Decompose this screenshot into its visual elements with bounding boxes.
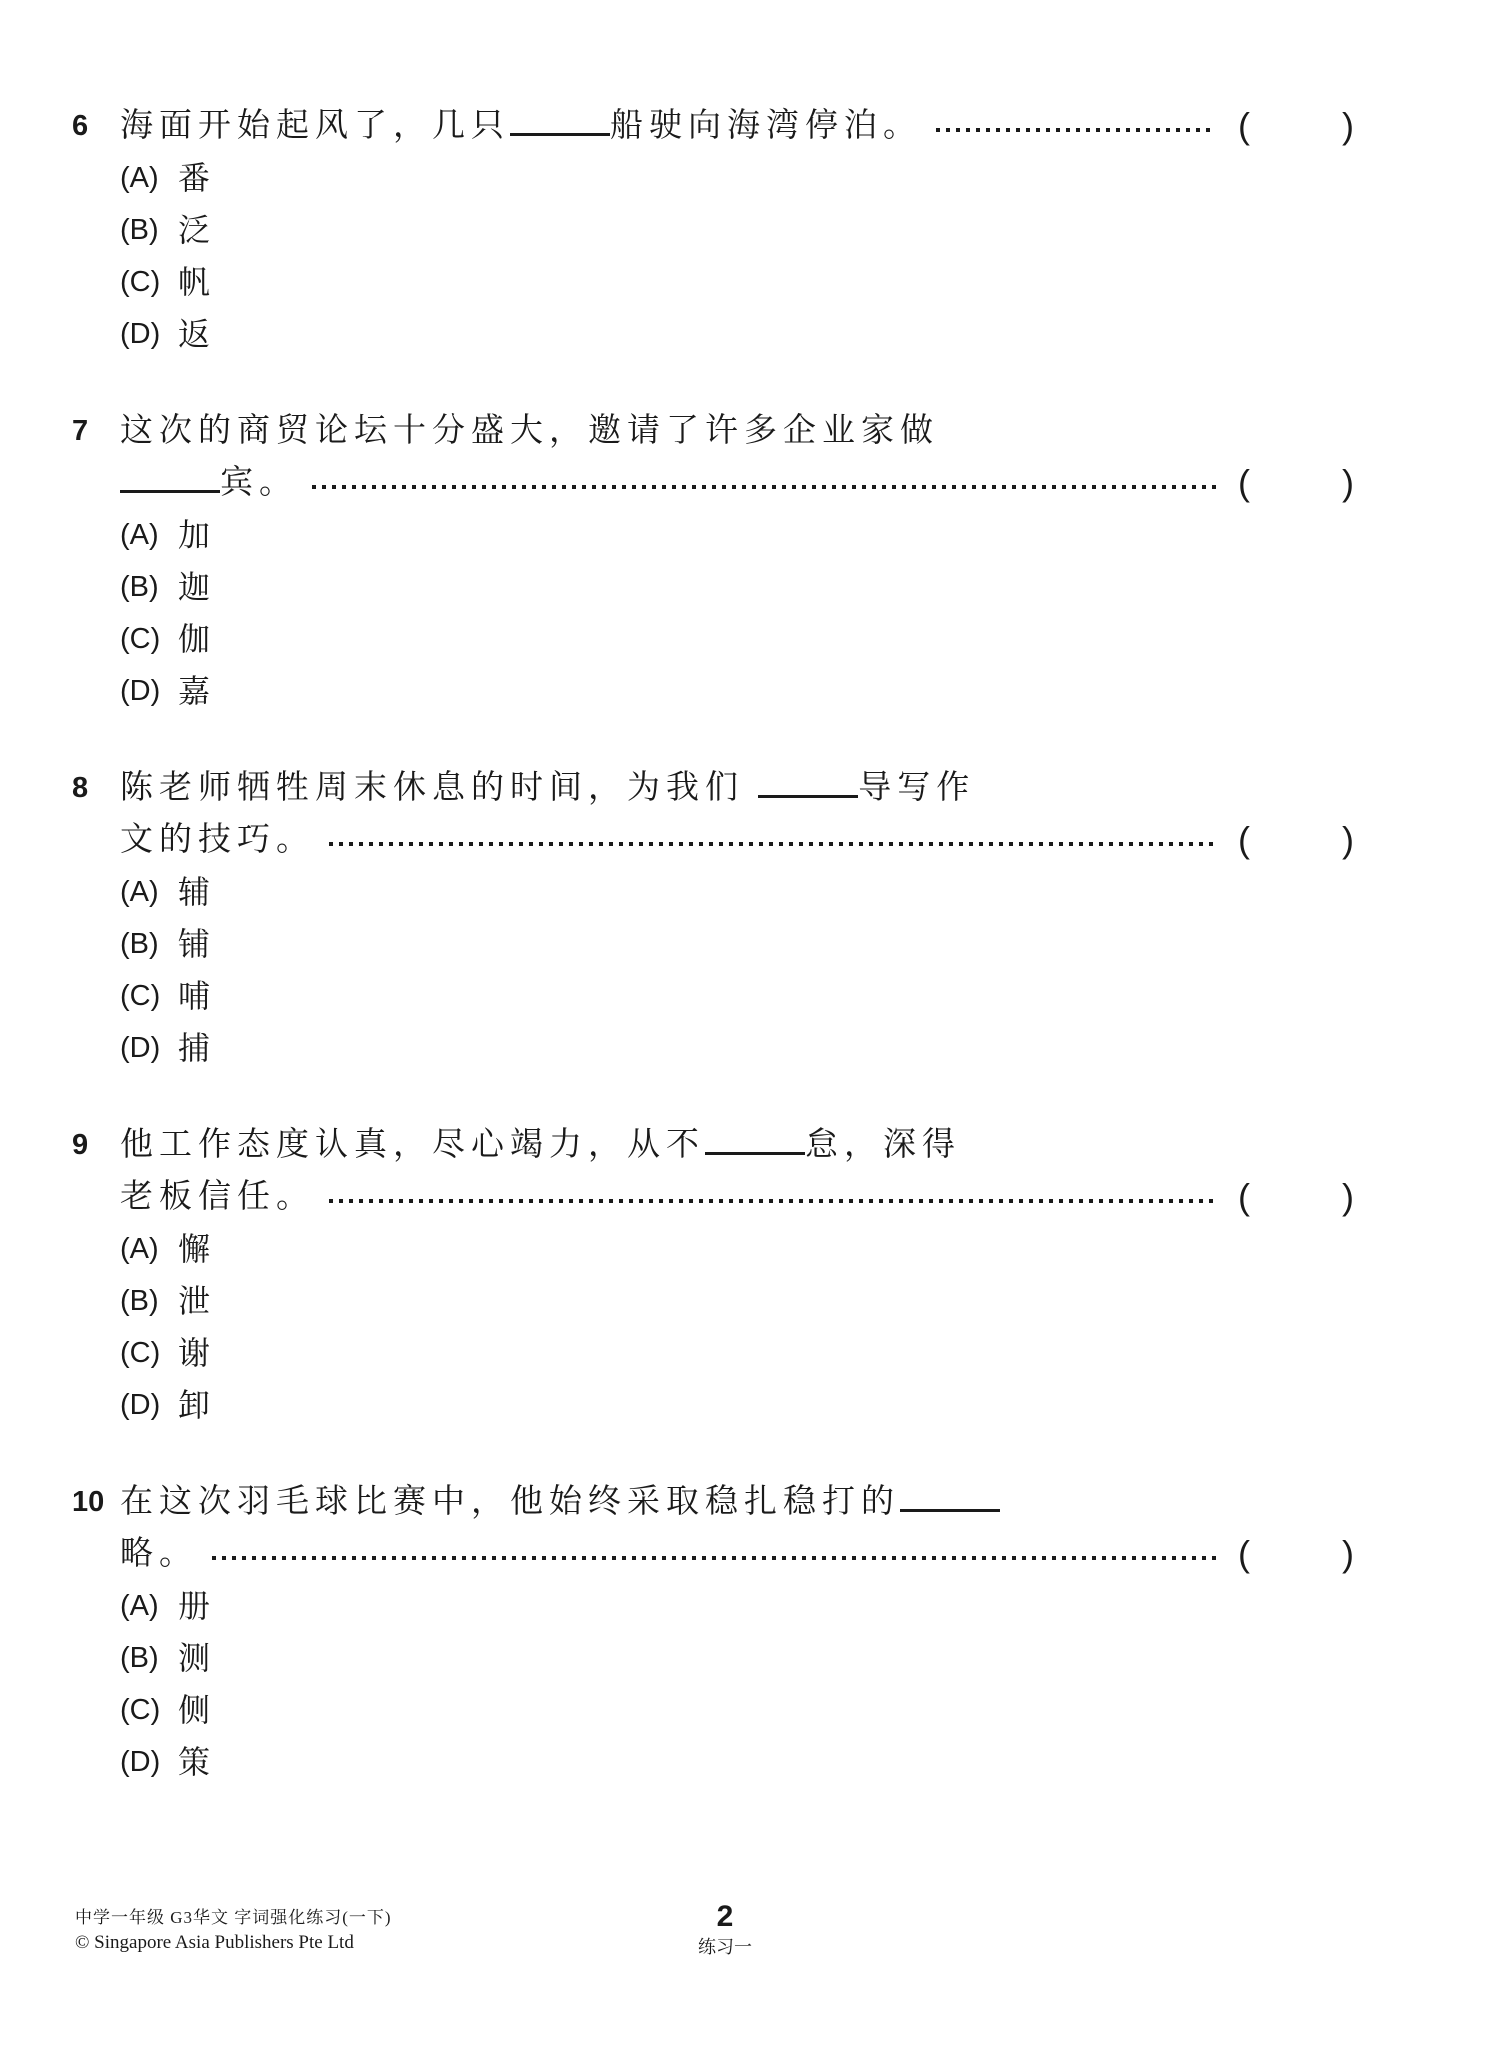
option-D [120, 1736, 1354, 1788]
option-text: 加 [178, 517, 211, 553]
option-label: (D) [120, 675, 161, 707]
option-C [120, 970, 1354, 1022]
option-text: 哺 [178, 978, 211, 1014]
option-label: (D) [120, 1032, 161, 1064]
question-9 [72, 1119, 1354, 1431]
question-text [120, 1476, 1000, 1528]
question-text [120, 100, 922, 152]
answer-blank [758, 791, 858, 798]
option-label: (B) [120, 928, 159, 960]
question-text-segment: 他工作态度认真，尽心竭力，从不 [120, 1127, 705, 1163]
question-body [120, 1476, 1354, 1788]
close-paren: ) [1342, 1176, 1354, 1217]
question-text-segment: 船驶向海湾停泊。 [610, 108, 922, 144]
question-text [120, 457, 298, 509]
dotted-leader [329, 842, 1216, 846]
question-number: 10 [72, 1486, 105, 1518]
option-D [120, 308, 1354, 360]
question-number: 7 [72, 415, 89, 447]
dotted-leader [936, 128, 1216, 132]
option-D [120, 1022, 1354, 1074]
answer-bracket [1238, 1528, 1354, 1580]
option-label: (C) [120, 1694, 161, 1726]
option-A [120, 1223, 1354, 1275]
close-paren: ) [1342, 105, 1354, 146]
option-text: 册 [178, 1588, 211, 1624]
option-text: 迦 [178, 569, 211, 605]
option-label: (B) [120, 1285, 159, 1317]
question-text-segment: 海面开始起风了，几只 [120, 108, 510, 144]
footer-page-block [655, 1901, 795, 1959]
option-C [120, 1327, 1354, 1379]
open-paren: ( [1238, 1176, 1250, 1217]
question-text-segment: 这次的商贸论坛十分盛大，邀请了许多企业家做 [120, 413, 939, 449]
option-text: 辅 [178, 874, 211, 910]
question-text [120, 1528, 198, 1580]
question-text-segment: 陈老师牺牲周末休息的时间，为我们 [120, 770, 759, 806]
question-line [120, 405, 1354, 457]
question-line [120, 100, 1354, 152]
question-body [120, 100, 1354, 360]
question-list [72, 100, 1354, 1833]
option-label: (A) [120, 1233, 159, 1265]
answer-bracket [1238, 100, 1354, 152]
open-paren: ( [1238, 105, 1250, 146]
question-line [120, 1119, 1354, 1171]
option-label: (A) [120, 876, 159, 908]
question-7 [72, 405, 1354, 717]
question-text [120, 762, 975, 814]
option-text: 返 [178, 316, 211, 352]
question-body [120, 405, 1354, 717]
question-line [120, 457, 1354, 509]
question-line [120, 1476, 1354, 1528]
question-8 [72, 762, 1354, 1074]
options-list [120, 866, 1354, 1074]
option-label: (C) [120, 623, 161, 655]
question-10 [72, 1476, 1354, 1788]
option-label: (D) [120, 1746, 161, 1778]
option-C [120, 613, 1354, 665]
close-paren: ) [1342, 1533, 1354, 1574]
option-A [120, 509, 1354, 561]
question-text-segment: 在这次羽毛球比赛中，他始终采取稳扎稳打的 [120, 1484, 900, 1520]
option-label: (B) [120, 571, 159, 603]
option-label: (B) [120, 1642, 159, 1674]
option-label: (A) [120, 162, 159, 194]
option-label: (C) [120, 1337, 161, 1369]
option-text: 捕 [178, 1030, 211, 1066]
question-text-segment: 老板信任。 [120, 1179, 315, 1215]
option-A [120, 1580, 1354, 1632]
option-C [120, 256, 1354, 308]
option-text: 伽 [178, 621, 211, 657]
question-body [120, 1119, 1354, 1431]
page-number: 2 [716, 1900, 734, 1933]
question-6 [72, 100, 1354, 360]
question-line [120, 1528, 1354, 1580]
option-label: (C) [120, 980, 161, 1012]
option-text: 嘉 [178, 673, 211, 709]
options-list [120, 1580, 1354, 1788]
option-A [120, 152, 1354, 204]
option-text: 测 [178, 1640, 211, 1676]
option-B [120, 1632, 1354, 1684]
answer-blank [900, 1505, 1000, 1512]
open-paren: ( [1238, 462, 1250, 503]
option-B [120, 561, 1354, 613]
question-text-segment: 文的技巧。 [120, 822, 315, 858]
footer-imprint [75, 1906, 392, 1955]
answer-bracket [1238, 1171, 1354, 1223]
question-text-segment: 导写作 [858, 770, 976, 806]
answer-bracket [1238, 457, 1354, 509]
option-label: (D) [120, 1389, 161, 1421]
option-label: (B) [120, 214, 159, 246]
dotted-leader [212, 1556, 1216, 1560]
answer-bracket [1238, 814, 1354, 866]
option-label: (A) [120, 519, 159, 551]
open-paren: ( [1238, 819, 1250, 860]
question-text-segment: 略。 [120, 1536, 198, 1572]
question-text [120, 1119, 961, 1171]
question-text-segment: 宾。 [220, 465, 298, 501]
footer-copyright: © Singapore Asia Publishers Pte Ltd [75, 1932, 354, 1953]
option-text: 铺 [178, 926, 211, 962]
option-B [120, 1275, 1354, 1327]
question-text [120, 405, 939, 457]
option-text: 泄 [178, 1283, 211, 1319]
footer-exercise-label: 练习一 [698, 1937, 752, 1957]
option-label: (A) [120, 1590, 159, 1622]
close-paren: ) [1342, 462, 1354, 503]
question-line [120, 762, 1354, 814]
option-B [120, 204, 1354, 256]
question-body [120, 762, 1354, 1074]
option-D [120, 1379, 1354, 1431]
answer-blank [705, 1148, 805, 1155]
option-label: (C) [120, 266, 161, 298]
question-text [120, 1171, 315, 1223]
option-text: 卸 [178, 1387, 211, 1423]
option-D [120, 665, 1354, 717]
option-B [120, 918, 1354, 970]
options-list [120, 1223, 1354, 1431]
open-paren: ( [1238, 1533, 1250, 1574]
answer-blank [510, 129, 610, 136]
option-C [120, 1684, 1354, 1736]
option-text: 懈 [178, 1231, 211, 1267]
option-text: 谢 [178, 1335, 211, 1371]
option-A [120, 866, 1354, 918]
option-text: 帆 [178, 264, 211, 300]
footer-series-title: 中学一年级 G3华文 字词强化练习(一下) [75, 1908, 392, 1927]
question-text [120, 814, 315, 866]
option-text: 侧 [178, 1692, 211, 1728]
question-text-segment: 怠，深得 [805, 1127, 961, 1163]
question-line [120, 814, 1354, 866]
options-list [120, 509, 1354, 717]
question-number: 6 [72, 110, 89, 142]
option-text: 策 [178, 1744, 211, 1780]
options-list [120, 152, 1354, 360]
dotted-leader [329, 1199, 1216, 1203]
option-text: 番 [178, 160, 211, 196]
question-line [120, 1171, 1354, 1223]
answer-blank [120, 486, 220, 493]
close-paren: ) [1342, 819, 1354, 860]
option-label: (D) [120, 318, 161, 350]
question-number: 9 [72, 1129, 89, 1161]
option-text: 泛 [178, 212, 211, 248]
question-number: 8 [72, 772, 89, 804]
dotted-leader [312, 485, 1216, 489]
